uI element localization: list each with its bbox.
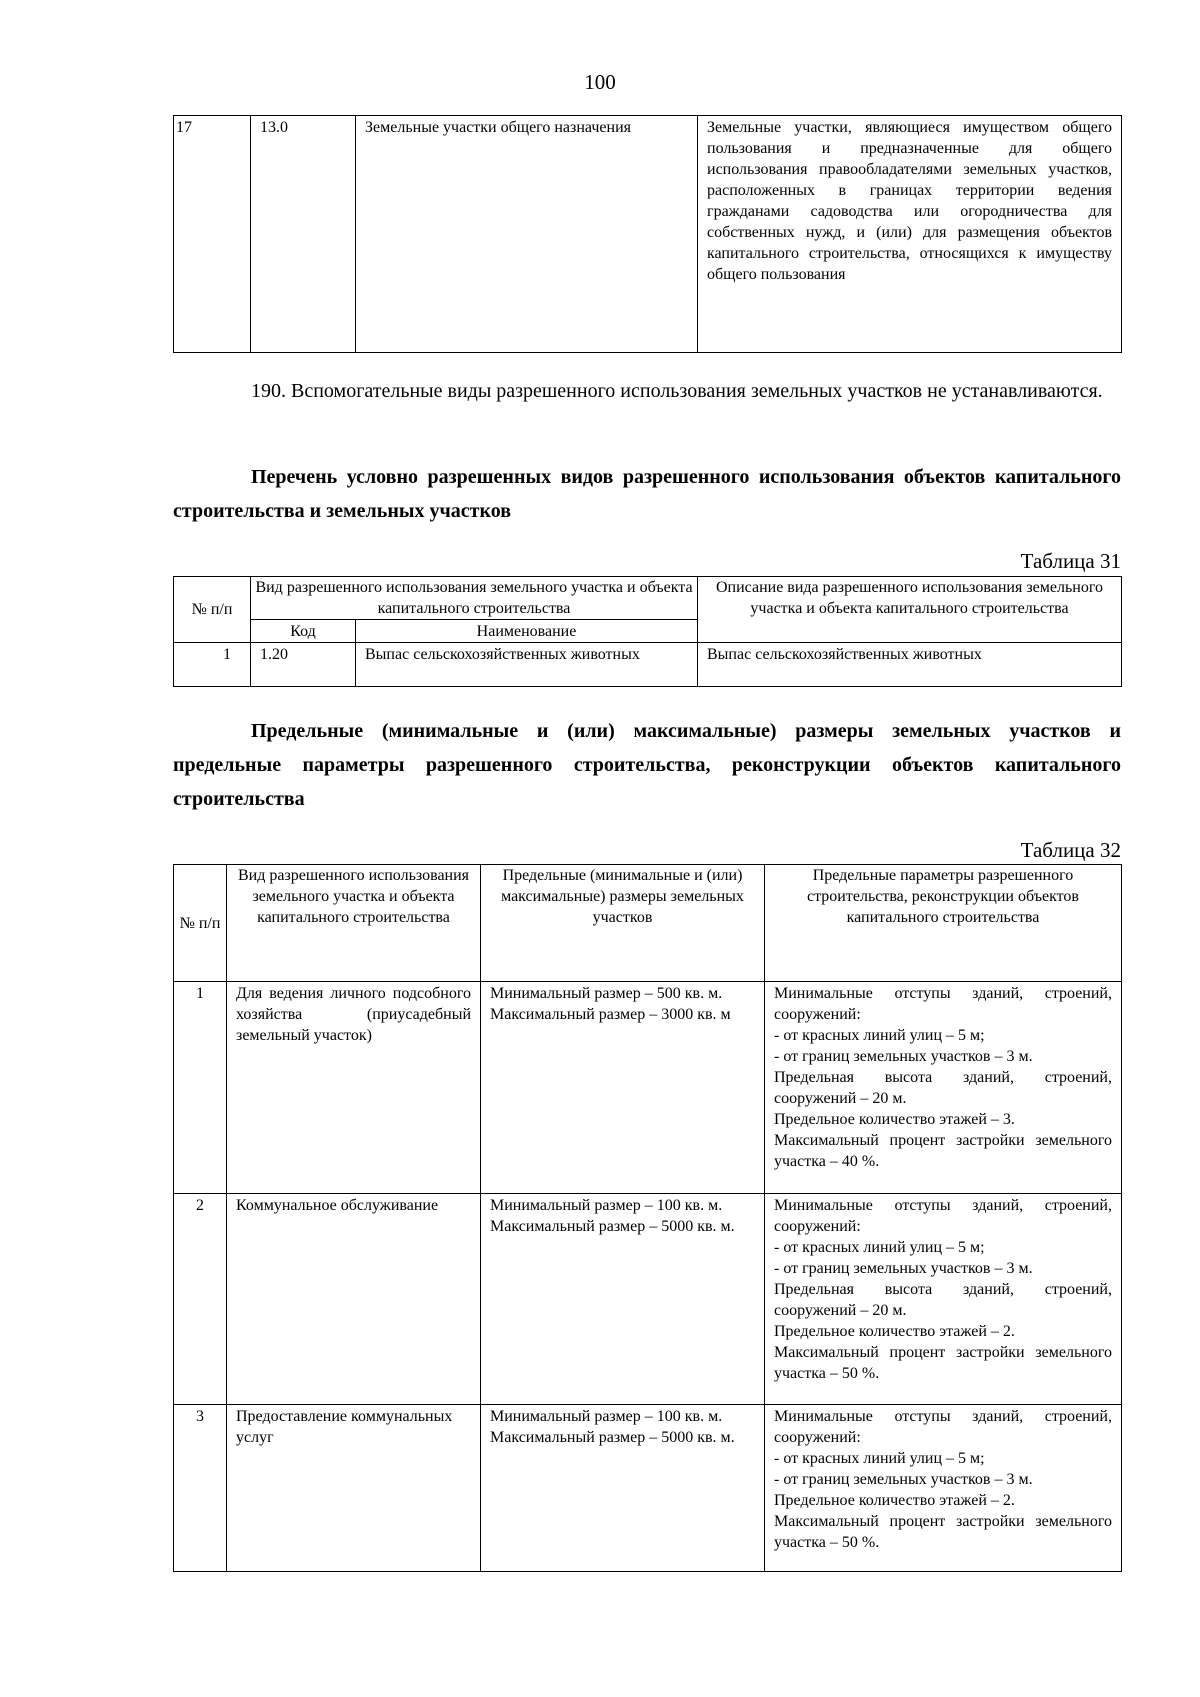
header-name: Наименование xyxy=(356,620,698,643)
header-code: Код xyxy=(251,620,356,643)
param-line: - от границ земельных участков – 3 м. xyxy=(774,1260,1033,1277)
header-description: Описание вида разрешенного использования земельного участка и объекта капитального строительства xyxy=(698,577,1122,643)
param-line: Предельная высота зданий, строений, сооружений – 20 м. xyxy=(774,1281,1112,1319)
row-sizes xyxy=(481,1194,765,1405)
heading-limits-text: Предельные (минимальные и (или) максимальные) размеры земельных участков и предельные параметры разрешенного строительства, реконструкции объектов капитального строительства xyxy=(173,720,1121,810)
param-line: - от красных линий улиц – 5 м; xyxy=(774,1027,985,1044)
table-header-row xyxy=(174,577,1122,620)
row-sizes xyxy=(481,1405,765,1572)
row-kind: Коммунальное обслуживание xyxy=(227,1194,481,1405)
heading-conditional-uses xyxy=(173,460,1121,528)
param-line: Максимальный процент застройки земельного участка – 50 %. xyxy=(774,1344,1112,1382)
table-31-label: Таблица 31 xyxy=(1020,549,1121,573)
table-row xyxy=(174,982,1122,1194)
param-line: Предельное количество этажей – 2. xyxy=(774,1492,1015,1509)
row-params xyxy=(765,1405,1122,1572)
param-line: Предельная высота зданий, строений, сооружений – 20 м. xyxy=(774,1069,1112,1107)
param-line: Минимальные отступы зданий, строений, сооружений: xyxy=(774,1408,1112,1446)
heading-limits xyxy=(173,714,1121,816)
header-num: № п/п xyxy=(174,577,251,643)
paragraph-190 xyxy=(173,378,1121,405)
table-32-label: Таблица 32 xyxy=(1020,838,1121,862)
size-min: Минимальный размер – 500 кв. м. xyxy=(490,985,723,1002)
table-row xyxy=(174,1194,1122,1405)
row-sizes xyxy=(481,982,765,1194)
table-31 xyxy=(173,576,1122,687)
param-line: Максимальный процент застройки земельного участка – 40 %. xyxy=(774,1132,1112,1170)
row-params xyxy=(765,982,1122,1194)
size-max: Максимальный размер – 5000 кв. м. xyxy=(490,1429,735,1446)
param-line: Предельное количество этажей – 2. xyxy=(774,1323,1015,1340)
param-line: Минимальные отступы зданий, строений, сооружений: xyxy=(774,985,1112,1023)
param-line: - от красных линий улиц – 5 м; xyxy=(774,1450,985,1467)
size-max: Максимальный размер – 5000 кв. м. xyxy=(490,1218,735,1235)
param-line: - от границ земельных участков – 3 м. xyxy=(774,1471,1033,1488)
row-code: 1.20 xyxy=(251,643,356,687)
table-32 xyxy=(173,864,1122,1572)
table-row xyxy=(174,116,1122,353)
size-min: Минимальный размер – 100 кв. м. xyxy=(490,1408,723,1425)
header-kind: Вид разрешенного использования земельного участка и объекта капитального строительства xyxy=(227,865,481,982)
row-number: 1 xyxy=(174,982,227,1194)
row-description: Земельные участки, являющиеся имуществом общего пользования и предназначенные для общего использования правообладателями земельных участков, расположенных в границах территории ведения гражданами садоводства или огородничества для собственных нужд, и (или) для размещения объектов капитального строительства, относящихся к имуществу общего пользования xyxy=(698,116,1122,353)
param-line: - от красных линий улиц – 5 м; xyxy=(774,1239,985,1256)
param-line: - от границ земельных участков – 3 м. xyxy=(774,1048,1033,1065)
row-name: Земельные участки общего назначения xyxy=(356,116,698,353)
table-row xyxy=(174,643,1122,687)
size-min: Минимальный размер – 100 кв. м. xyxy=(490,1197,723,1214)
size-max: Максимальный размер – 3000 кв. м xyxy=(490,1006,731,1023)
paragraph-190-text: 190. Вспомогательные виды разрешенного использования земельных участков не устанавливаются. xyxy=(251,380,1103,402)
row-number: 17 xyxy=(174,116,251,353)
param-line: Максимальный процент застройки земельного участка – 50 %. xyxy=(774,1513,1112,1551)
row-number: 2 xyxy=(174,1194,227,1405)
header-params: Предельные параметры разрешенного строительства, реконструкции объектов капитального строительства xyxy=(765,865,1122,982)
param-line: Предельное количество этажей – 3. xyxy=(774,1111,1015,1128)
row-name: Выпас сельскохозяйственных животных xyxy=(356,643,698,687)
header-sizes: Предельные (минимальные и (или) максимальные) размеры земельных участков xyxy=(481,865,765,982)
row-kind: Для ведения личного подсобного хозяйства (приусадебный земельный участок) xyxy=(227,982,481,1194)
header-kind: Вид разрешенного использования земельного участка и объекта капитального строительства xyxy=(251,577,698,620)
header-num: № п/п xyxy=(174,865,227,982)
page-number: 100 xyxy=(584,70,616,94)
row-description: Выпас сельскохозяйственных животных xyxy=(698,643,1122,687)
table-top-continuation xyxy=(173,115,1122,353)
row-code: 13.0 xyxy=(251,116,356,353)
row-number: 1 xyxy=(174,643,251,687)
param-line: Минимальные отступы зданий, строений, сооружений: xyxy=(774,1197,1112,1235)
row-params xyxy=(765,1194,1122,1405)
row-kind: Предоставление коммунальных услуг xyxy=(227,1405,481,1572)
table-header-row xyxy=(174,865,1122,982)
row-number: 3 xyxy=(174,1405,227,1572)
heading-conditional-uses-text: Перечень условно разрешенных видов разрешенного использования объектов капитального строительства и земельных участков xyxy=(173,466,1121,522)
table-row xyxy=(174,1405,1122,1572)
